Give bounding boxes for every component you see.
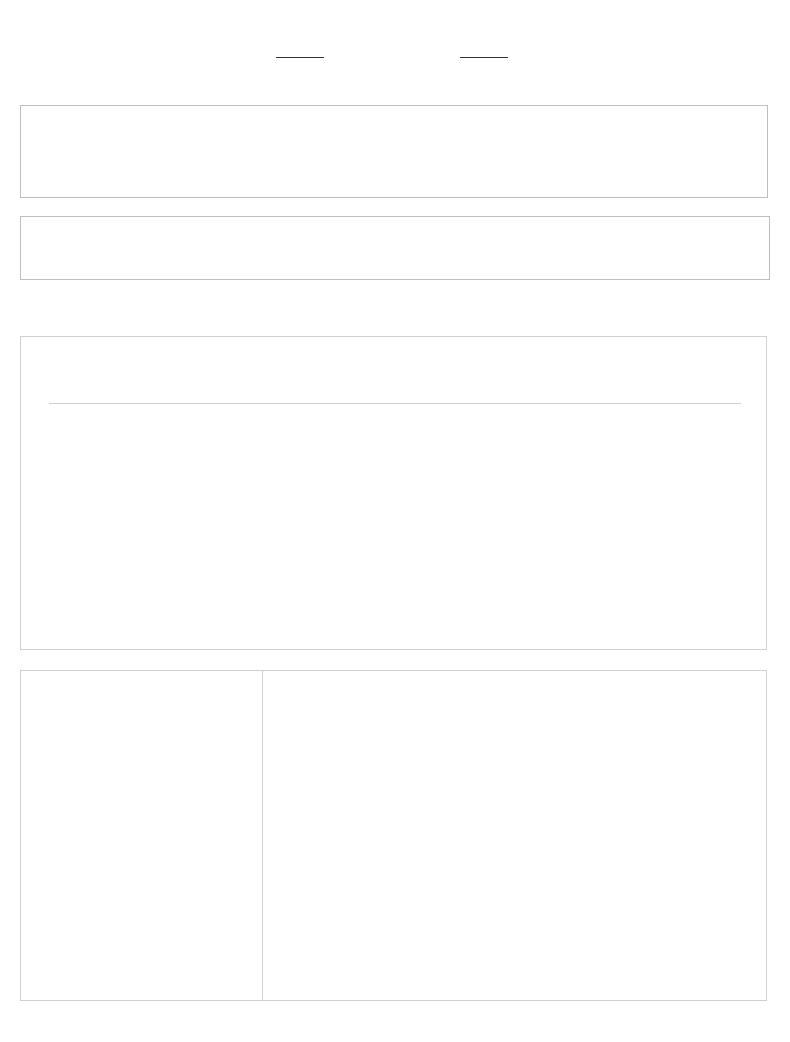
product-index-panel [20, 105, 768, 198]
size-table [49, 337, 741, 404]
shirt-measure-illustration [21, 671, 262, 1000]
index-row-elasticity [412, 156, 762, 192]
title-rule-right [460, 57, 508, 58]
index-row-thickness [412, 118, 762, 154]
tips-divider [262, 671, 263, 1000]
size-table-header [49, 337, 187, 404]
notice-panel [20, 216, 770, 280]
title-rule-left [276, 57, 324, 58]
size-chart-panel [20, 336, 767, 650]
measurement-diagram [21, 671, 262, 1000]
size-table-header-row [49, 337, 741, 404]
size-table-header [187, 337, 325, 404]
index-row-softness [32, 156, 382, 192]
index-row-fit [32, 118, 382, 154]
size-table-header [464, 337, 602, 404]
tips-panel [20, 670, 767, 1001]
page-header [0, 0, 790, 100]
size-table-header [603, 337, 741, 404]
size-table-header [326, 337, 464, 404]
